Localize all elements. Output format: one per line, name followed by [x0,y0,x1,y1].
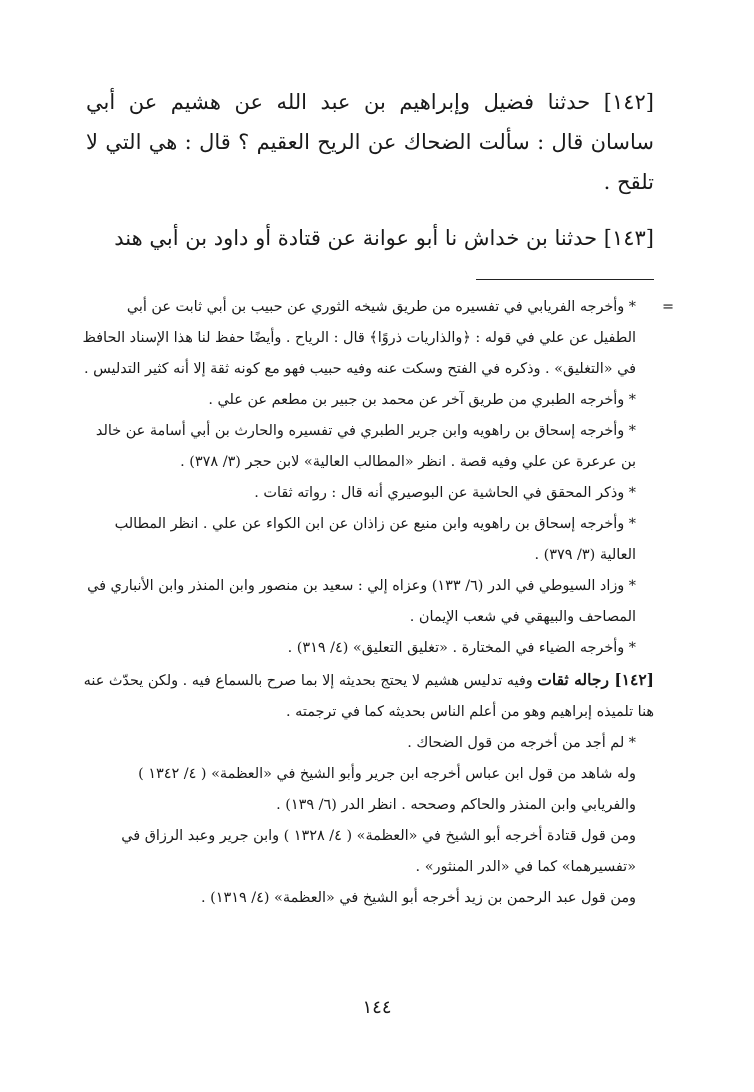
footnote-item: ومن قول قتادة أخرجه أبو الشيخ في «العظمة» ( ٤/ ١٣٢٨ ) وابن جرير وعبد الرزاق في «تفسيرهما» كما في «الدر المنثور» . [121,828,636,875]
footnote-separator [476,279,654,280]
main-text [86,82,654,258]
footnote-paragraph: * وأخرجه الفريابي في تفسيره من طريق شيخه الثوري عن حبيب بن أبي ثابت عن أبي الطفيل عن علي في قوله : ﴿والذاريات ذروًا﴾ قال : الرياح . وأيضًا حفظ لنا هذا الإسناد الحافظ في «التغليق» . وذكره في الفتح وسكت عنه وفيه حبيب فهو مع كونه ثقة إلا أنه كثير التدليس . [82,299,636,377]
footnote-item: وله شاهد من قول ابن عباس أخرجه ابن جرير وأبو الشيخ في «العظمة» ( ٤/ ١٣٤٢ ) والفريابي وابن المنذر والحاكم وصححه . انظر الدر (٦/ ١٣٩) . [138,766,636,813]
footnote-paragraph: * وأخرجه الطبري من طريق آخر عن محمد بن جبير بن مطعم عن علي . [208,392,636,408]
footnote-item: ومن قول عبد الرحمن بن زيد أخرجه أبو الشيخ في «العظمة» (٤/ ١٣١٩) . [201,890,636,906]
footnote-paragraph: * وزاد السيوطي في الدر (٦/ ١٣٣) وعزاه إلي : سعيد بن منصور وابن المنذر وابن الأنباري في المصاحف والبيهقي في شعب الإيمان . [87,578,636,625]
footnote-item: * لم أجد من أخرجه من قول الضحاك . [407,735,636,751]
footnote-142-text: وفيه تدليس هشيم لا يحتج بحديثه إلا بما صرح بالسماع فيه . ولكن يحدّث عنه هنا تلميذه إبراهيم وهو من أعلم الناس بحديثه كما في ترجمته . [83,673,654,720]
footnote-paragraph: * وذكر المحقق في الحاشية عن البوصيري أنه قال : رواته ثقات . [254,485,636,501]
footnote-142 [80,664,654,728]
hadith-entry-142: [١٤٢] حدثنا فضيل وإبراهيم بن عبد الله عن هشيم عن أبي ساسان قال : سألت الضحاك عن الريح العقيم ؟ قال : هي التي لا تلقح . [86,90,654,194]
footnote-paragraph: * وأخرجه الضياء في المختارة . «تغليق التعليق» (٤/ ٣١٩) . [287,640,636,656]
footnote-paragraph: * وأخرجه إسحاق بن راهويه وابن جرير الطبري في تفسيره والحارث بن أبي أسامة عن خالد بن عرعرة عن علي وفيه قصة . انظر «المطالب العالية» لابن حجر (٣/ ٣٧٨) . [95,423,636,470]
footnote-paragraph: * وأخرجه إسحاق بن راهويه وابن منيع عن زاذان عن ابن الكواء عن علي . انظر المطالب العالية (٣/ ٣٧٩) . [114,516,636,563]
page-number: ١٤٤ [362,997,392,1018]
hadith-entry-143: [١٤٣] حدثنا بن خداش نا أبو عوانة عن قتادة أو داود بن أبي هند [114,226,654,250]
footnote-142-label: [١٤٢] رجاله ثقات [537,670,654,689]
continuation-mark: = [661,299,674,315]
footnotes [80,292,674,914]
